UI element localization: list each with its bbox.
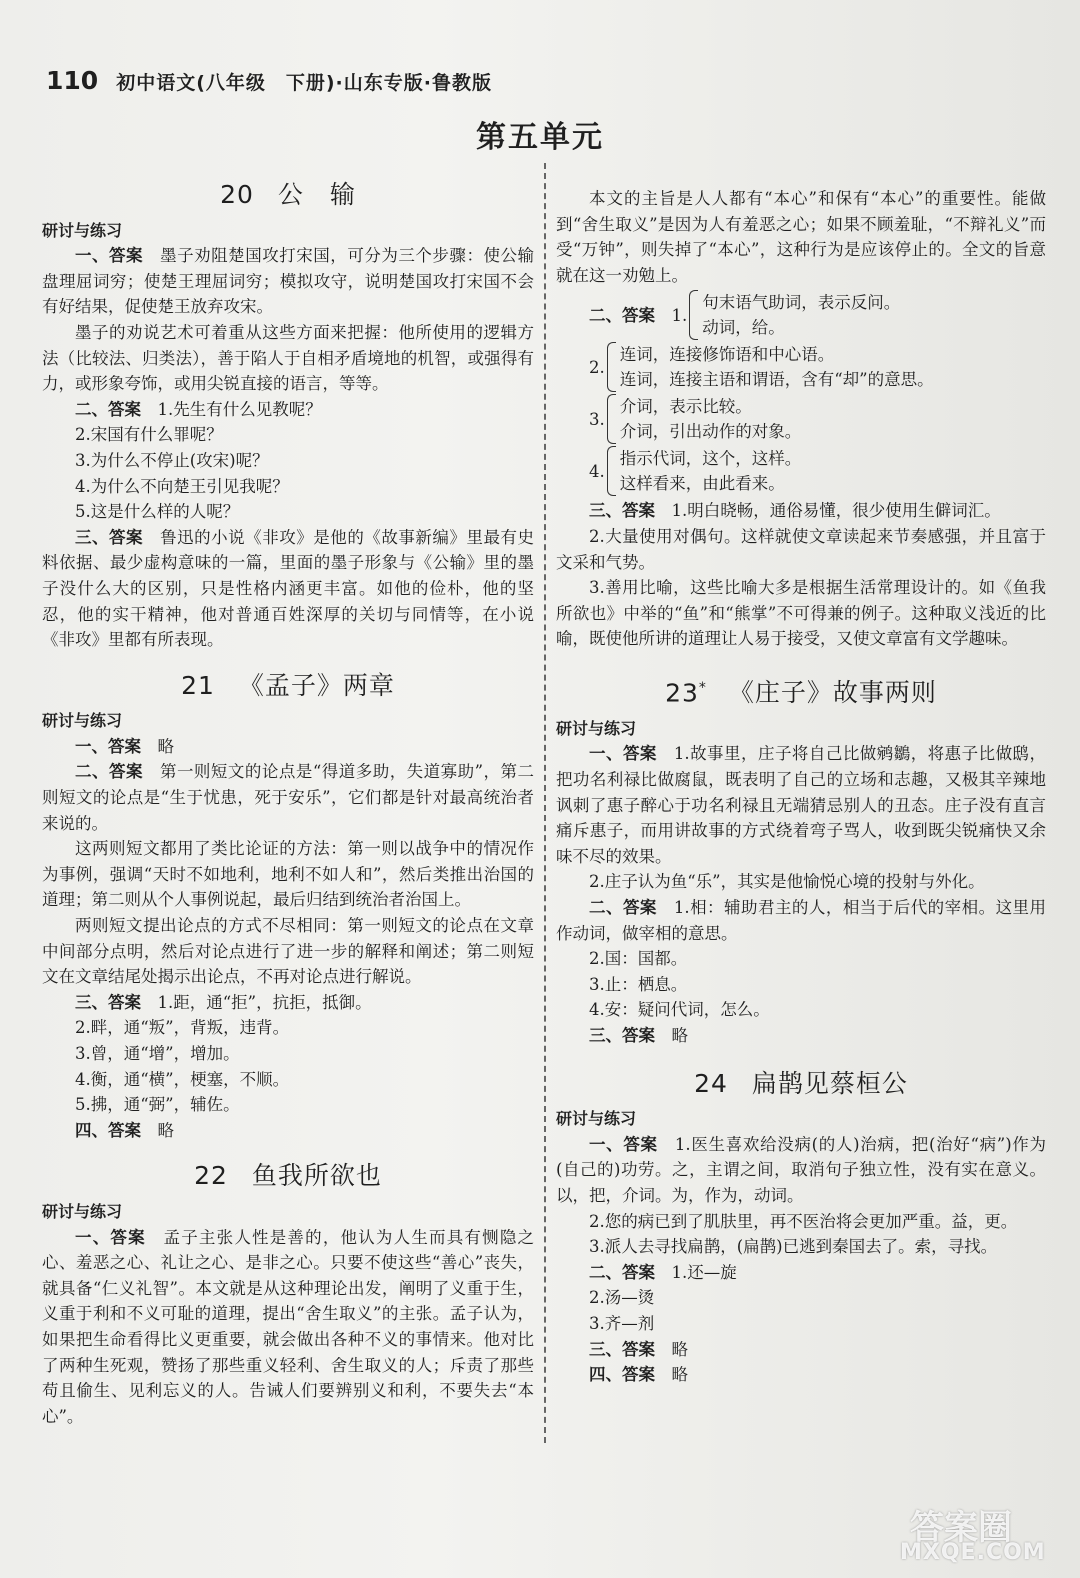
page-number: 110 bbox=[46, 66, 99, 95]
lesson-name: 《孟子》两章 bbox=[238, 670, 395, 700]
answer-paragraph: 三、答案 1.距，通“拒”，抗拒，抵御。 bbox=[75, 992, 372, 1012]
unit-title: 第五单元 bbox=[476, 120, 604, 155]
watermark-logo: 答案圈 MXQE.COM bbox=[900, 1508, 1046, 1565]
lesson-number: 23 bbox=[665, 678, 699, 708]
answer-group-1: 二、答案 1. 句末语气助词，表示反问。 动词，给。 bbox=[556, 290, 1046, 340]
lesson-20-title bbox=[42, 182, 534, 208]
answer-paragraph: 一、答案 1.医生喜欢给没病(的人)治病，把(治好“病”)作为(自己的)功劳。之，主谓之间，取消句子独立性，没有实在意义。以，把，介词。为，作为，动词。 bbox=[556, 1134, 1046, 1205]
lesson-number: 22 bbox=[194, 1161, 228, 1191]
paragraph: 两则短文提出论点的方式不尽相同：第一则短文的论点在文章中间部分点明，然后对论点进行了进一步的解释和阐述；第二则短文在文章结尾处揭示出论点，不再对论点进行解说。 bbox=[42, 916, 534, 987]
list-item: 3.曾，通“增”，增加。 bbox=[75, 1044, 240, 1063]
lesson-number: 20 bbox=[220, 180, 254, 209]
paragraph: 本文的主旨是人人都有“本心”和保有“本心”的重要性。能做到“舍生取义”是因为人有羞恶之心；如果不顾羞耻，“不辩礼义”而受“万钟”，则失掉了“本心”，这种行为是应该停止的。全文的旨意就在这一劝勉上。 bbox=[556, 189, 1046, 285]
section-heading: 研讨与练习 bbox=[42, 1201, 123, 1221]
section-heading: 研讨与练习 bbox=[556, 1109, 637, 1129]
brace-icon bbox=[689, 290, 698, 340]
list-item: 2.宋国有什么罪呢？ bbox=[75, 425, 223, 445]
list-item: 3.善用比喻，这些比喻大多是根据生活常理设计的。如《鱼我所欲也》中举的“鱼”和“熊掌”不可得兼的例子。这种取义浅近的比喻，既使他所讲的道理让人易于接受，又使文章富有文学趣味。 bbox=[556, 578, 1046, 649]
lesson-name: 《庄子》故事两则 bbox=[728, 678, 937, 708]
list-item: 2.庄子认为鱼“乐”，其实是他愉悦心境的投射与外化。 bbox=[589, 872, 985, 892]
page-header bbox=[46, 66, 1046, 102]
answer-paragraph: 二、答案 1.相：辅助君主的人，相当于后代的宰相。这里用作动词，做宰相的意思。 bbox=[556, 898, 1047, 943]
list-item: 5.拂，通“弼”，辅佐。 bbox=[75, 1095, 240, 1115]
list-item: 3.齐—剂 bbox=[589, 1313, 655, 1333]
answer-paragraph: 三、答案 略 bbox=[589, 1025, 688, 1045]
lesson-number: 21 bbox=[181, 670, 215, 700]
answer-paragraph: 二、答案 1.先生有什么见教呢？ bbox=[75, 399, 322, 419]
answer-group-4: 4. 指示代词，这个，这样。 这样看来，由此看来。 bbox=[556, 446, 1046, 496]
section-heading: 研讨与练习 bbox=[556, 718, 637, 738]
list-item: 2.大量使用对偶句。这样就使文章读起来节奏感强，并且富于文采和气势。 bbox=[556, 526, 1046, 572]
answer-paragraph: 二、答案 第一则短文的论点是“得道多助，失道寡助”，第二则短文的论点是“生于忧患，死于安乐”，它们都是针对最高统治者来说的。 bbox=[42, 762, 535, 833]
list-item: 2.汤—烫 bbox=[589, 1288, 655, 1308]
answer-paragraph: 三、答案 鲁迅的小说《非攻》是他的《故事新编》里最有史料依据、最少虚构意味的一篇，里面的墨子形象与《公输》里的墨子没什么大的区别，只是性格内涵更丰富。如他的俭朴，他的坚忍，他的实干精神，他对普通百姓深厚的关切与同情等，在小说《非攻》里都有所表现。 bbox=[42, 527, 535, 650]
list-item: 3.止：栖息。 bbox=[589, 974, 688, 994]
answer-group-2: 2. 连词，连接修饰语和中心语。 连词，连接主语和谓语，含有“却”的意思。 bbox=[556, 342, 1046, 392]
lesson-name: 扁鹊见蔡桓公 bbox=[751, 1068, 908, 1098]
lesson-24-title bbox=[556, 1068, 1046, 1098]
brace-icon bbox=[607, 342, 616, 392]
lesson-21-title bbox=[42, 670, 534, 700]
list-item: 2.国：国都。 bbox=[589, 949, 688, 969]
list-item: 3.派人去寻找扁鹊，(扁鹊)已逃到秦国去了。索，寻找。 bbox=[589, 1237, 998, 1257]
lesson-name: 公 输 bbox=[277, 180, 356, 209]
list-item: 4.为什么不向楚王引见我呢？ bbox=[75, 476, 289, 496]
brace-icon bbox=[607, 394, 616, 444]
answer-paragraph: 一、答案 孟子主张人性是善的，他认为人生而具有恻隐之心、羞恶之心、礼让之心、是非之心。只要不使这些“善心”丧失，就具备“仁义礼智”。本文就是从这种理论出发，阐明了义重于生，义重于利和不义可耻的道理，提出“舍生取义”的主张。孟子认为，如果把生命看得比义更重要，就会做出各种不义的事情来。他对比了两种生死观，赞扬了那些重义轻利、舍生取义的人；斥责了那些苟且偷生、见利忘义的人。告诫人们要辨别义和利，不要失去“本心”。 bbox=[42, 1227, 535, 1426]
right-column bbox=[556, 160, 1046, 1388]
paragraph: 墨子的劝说艺术可着重从这些方面来把握：他所使用的逻辑方法（比较法、归类法），善于陷人于自相矛盾境地的机智，或强得有力，或形象夸饰，或用尖锐直接的语言，等等。 bbox=[42, 322, 534, 394]
list-item: 4.安：疑问代词，怎么。 bbox=[589, 1000, 770, 1020]
brace-icon bbox=[607, 446, 616, 496]
section-heading: 研讨与练习 bbox=[42, 220, 123, 240]
answer-paragraph: 一、答案 1.故事里，庄子将自己比做鹓鶵，将惠子比做鸱，把功名利禄比做腐鼠，既表明了自己的立场和志趣，又极其辛辣地讽刺了惠子醉心于功名利禄且无端猜忌别人的丑态。庄子没有直言痛斥惠子，而用讲故事的方式绕着弯子骂人，收到既尖锐痛快又余味不尽的效果。 bbox=[556, 744, 1047, 866]
list-item: 2.畔，通“叛”，背叛，违背。 bbox=[75, 1018, 290, 1038]
lesson-22-title bbox=[42, 1163, 534, 1189]
column-divider bbox=[544, 163, 546, 1443]
book-title: 初中语文(八年级 下册)·山东专版·鲁教版 bbox=[116, 72, 492, 94]
left-column bbox=[42, 160, 534, 1429]
lesson-name: 鱼我所欲也 bbox=[251, 1161, 382, 1191]
list-item: 3.为什么不停止(攻宋)呢？ bbox=[75, 450, 269, 470]
lesson-number: 24 bbox=[694, 1068, 728, 1098]
optional-star: * bbox=[698, 679, 707, 696]
lesson-23-title bbox=[556, 676, 1046, 706]
answer-paragraph: 四、答案 略 bbox=[589, 1365, 688, 1385]
answer-paragraph: 三、答案 略 bbox=[589, 1339, 688, 1359]
paragraph: 这两则短文都用了类比论证的方法：第一则以战争中的情况作为事例，强调“天时不如地利，地利不如人和”，然后类推出治国的道理；第二则从个人事例说起，最后归结到统治者治国上。 bbox=[42, 839, 534, 910]
section-heading: 研讨与练习 bbox=[42, 711, 123, 731]
answer-paragraph: 一、答案 略 bbox=[75, 736, 174, 756]
answer-group-3: 3. 介词，表示比较。 介词，引出动作的对象。 bbox=[556, 394, 1046, 444]
answer-paragraph: 三、答案 1.明白晓畅，通俗易懂，很少使用生僻词汇。 bbox=[589, 501, 1001, 521]
answer-paragraph: 四、答案 略 bbox=[75, 1120, 174, 1140]
answer-paragraph: 二、答案 1.还—旋 bbox=[589, 1262, 737, 1282]
answer-paragraph: 一、答案 墨子劝阻楚国攻打宋国，可分为三个步骤：使公输盘理屈词穷；使楚王理屈词穷；模拟攻守，说明楚国攻打宋国不会有好结果，促使楚王放弃攻宋。 bbox=[42, 246, 535, 317]
list-item: 4.衡，通“横”，梗塞，不顺。 bbox=[75, 1069, 290, 1089]
list-item: 2.您的病已到了肌肤里，再不医治将会更加严重。益，更。 bbox=[589, 1211, 1018, 1231]
list-item: 5.这是什么样的人呢？ bbox=[75, 502, 240, 522]
